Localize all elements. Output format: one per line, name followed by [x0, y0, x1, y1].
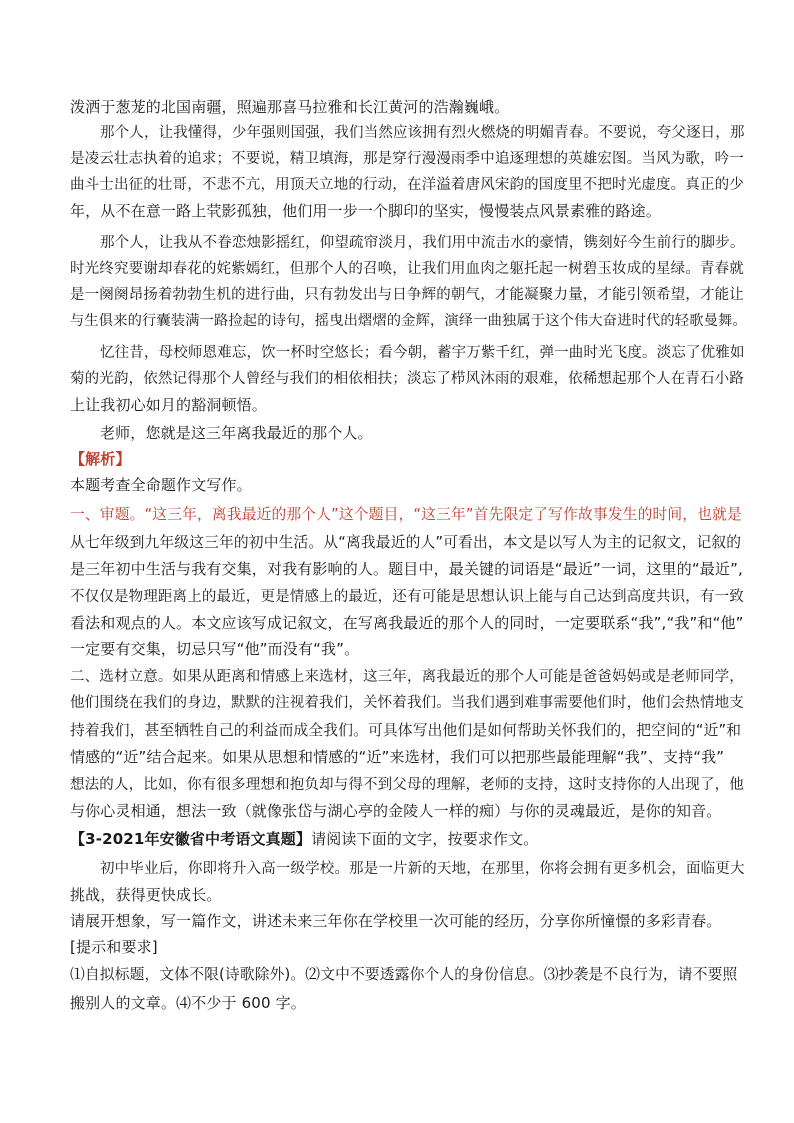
essay-line: 时光终究要谢却春花的姹紫嫣红，但那个人的召唤，让我们用血肉之躯托起一树碧玉妆成的星绿。青春就 [70, 261, 744, 277]
essay-line: 是一阕阕昂扬着勃勃生机的进行曲，只有勃发出与日争辉的朝气，才能凝聚力量，才能引领希望，才能让 [70, 287, 744, 303]
analysis-line: 与你心灵相通，想法一致（就像张岱与湖心亭的金陵人一样的痴）与你的灵魂最近，是你的知音。 [70, 802, 722, 820]
analysis-header: 【解析】 [70, 450, 131, 468]
question-line: 请展开想象，写一篇作文，讲述未来三年你在学校里一次可能的经历，分享你所憧憬的多彩青春。 [70, 912, 722, 930]
question-source-tag: 【3-2021年安徽省中考语文真题】 [70, 830, 312, 848]
essay-line: 泼洒于葱茏的北国南疆，照遍那喜马拉雅和长江黄河的浩瀚巍峨。 [70, 98, 510, 116]
analysis-line: 不仅仅是物理距离上的最近，更是情感上的最近，还有可能是思想认识上能与自己达到高度共识，有一致 [70, 589, 744, 605]
essay-line: 那个人，让我从不眷恋烛影摇红，仰望疏帘淡月，我们用中流击水的豪情，镌刻好今生前行的脚步。 [100, 235, 745, 251]
analysis-line: 一定要有交集，切忌只写“他”而没有“我”。 [70, 640, 360, 658]
question-line: 挑战，获得更快成长。 [70, 886, 222, 904]
analysis-line: 从七年级到九年级这三年的初中生活。从“离我最近的人”可看出，本文是以写人为主的记叙文，记叙的 [70, 534, 742, 551]
essay-line: 年，从不在意一路上茕影孤独，他们用一步一个脚印的坚实，慢慢装点风景素雅的路途。 [70, 202, 661, 220]
analysis-line: 是三年初中生活与我有交集，对我有影响的人。题目中，最关键的词语是“最近”一词，这里的“最近”, [70, 560, 743, 578]
question-instruction: 请阅读下面的文字，按要求作文。 [311, 830, 539, 848]
essay-line: 上让我初心如月的豁洞顿悟。 [70, 396, 267, 414]
analysis-line: 持着我们，甚至牺牲自己的利益而成全我们。可具体写出他们是如何帮助关怀我们的，把空间的“近”和 [70, 722, 742, 739]
requirements-header: [提示和要求] [70, 938, 158, 956]
analysis-line: 看法和观点的人。本文应该写成记叙文，在写离我最近的那个人的同时，一定要联系“我”,“我”和“他” [70, 614, 744, 632]
analysis-line: 想法的人，比如，你有很多理想和抱负却与得不到父母的理解，老师的支持，这时支持你的人出现了，他 [70, 777, 744, 793]
essay-line: 那个人，让我懂得，少年强则国强，我们当然应该拥有烈火燃烧的明媚青春。不要说，夸父逐日，那 [100, 125, 745, 141]
analysis-line: 二、选材立意。如果从距离和情感上来选材，这三年，离我最近的那个人可能是爸爸妈妈或是老师同学， [70, 669, 744, 685]
analysis-intro: 本题考查全命题作文写作。 [70, 476, 252, 494]
essay-line: 是凌云壮志执着的追求；不要说，精卫填海，那是穿行漫漫雨季中追逐理想的英雄宏图。当风为歌，吟一 [70, 151, 744, 167]
analysis-line: 一、审题。“这三年，离我最近的那个人”这个题目，“这三年”首先限定了写作故事发生的时间，也就是 [70, 506, 742, 523]
requirement-line: ⑴自拟标题，文体不限(诗歌除外)。⑵文中不要透露你个人的身份信息。⑶抄袭是不良行为，请不要照 [70, 966, 738, 983]
requirement-line: 搬别人的文章。⑷不少于 600 字。 [70, 994, 306, 1012]
analysis-line: 情感的“近”结合起来。如果从思想和情感的“近”来选材，我们可以把那些最能理解“我”、支持“我” [70, 748, 725, 766]
essay-line: 菊的光韵，依然记得那个人曾经与我们的相依相扶；淡忘了栉风沐雨的艰难，依稀想起那个人在青石小路 [70, 371, 744, 387]
analysis-line: 他们围绕在我们的身边，默默的注视着我们，关怀着我们。当我们遇到难事需要他们时，他们会热情地支 [70, 695, 744, 711]
essay-line: 曲斗士出征的壮哥，不悲不亢，用顶天立地的行动，在洋溢着唐风宋韵的国度里不把时光虚度。真正的少 [70, 177, 744, 193]
essay-line: 与生俱来的行囊装满一路捡起的诗句，摇曳出熠熠的金辉，演绎一曲独属于这个伟大奋进时代的轻歌曼舞。 [70, 313, 747, 329]
question-heading [70, 826, 746, 852]
question-line: 初中毕业后，你即将升入高一级学校。那是一片新的天地，在那里，你将会拥有更多机会，面临更大 [100, 861, 745, 877]
essay-line: 忆往昔，母校师恩难忘，饮一杯时空悠长；看今朝，蓄宇万紫千红，弹一曲时光飞度。淡忘了优雅如 [100, 345, 745, 361]
essay-line: 老师，您就是这三年离我最近的那个人。 [100, 424, 373, 442]
